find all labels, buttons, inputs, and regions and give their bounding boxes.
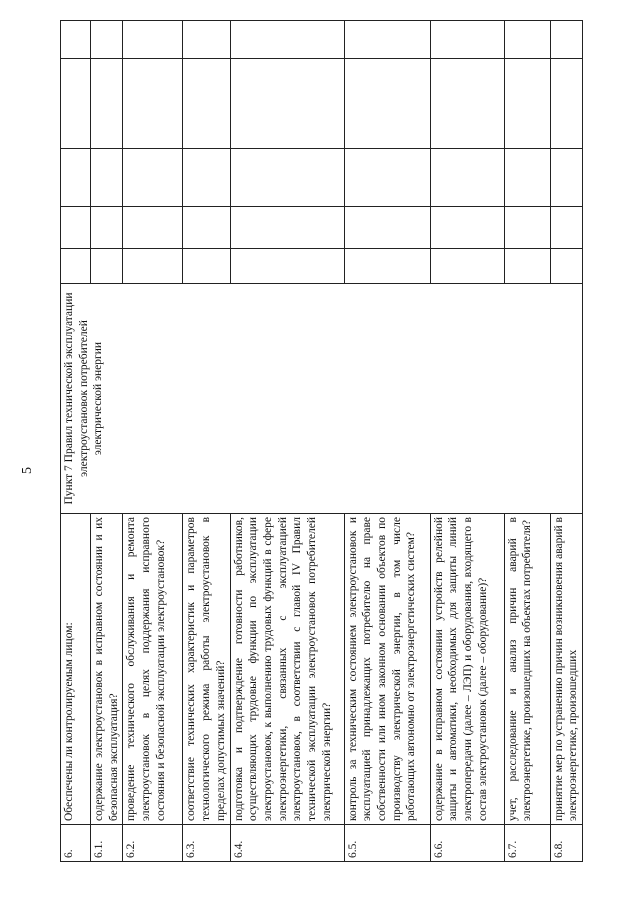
answer-cell bbox=[230, 149, 344, 207]
question-text: содержание в исправном состоянии устройств релейной защиты и автоматики, необходимых для защиты линий электропередачи (далее – ЛЭП) и оборудования, входящего в состав электроустановок (далее – оборудование)? bbox=[430, 514, 504, 825]
answer-cell bbox=[230, 59, 344, 149]
answer-cell bbox=[91, 149, 123, 207]
answer-cell bbox=[183, 21, 230, 59]
question-text: Обеспечены ли контролируемым лицом: bbox=[61, 514, 91, 825]
answer-cell bbox=[230, 21, 344, 59]
question-text: контроль за техническим состоянием электроустановок и эксплуатацией принадлежащих потребителю на праве собственности или ином законном основании объектов по производству электрической энергии, в том числе работающих автономно от электроэнергетических систем? bbox=[344, 514, 430, 825]
legal-reference: Пункт 7 Правил технической эксплуатации электроустановок потребителей электрической энергии bbox=[61, 284, 583, 514]
answer-cell bbox=[61, 59, 91, 149]
question-text: подготовка и подтверждение готовности работников, осуществляющих трудовые функции по эксплуатации электроустановок, к выполнению трудовых функций в сфере электроэнергетики, связанных с эксплуатацией электроустановок, в соответствии с главой IV Правил технической эксплуатации электроустановок потребителей электрической энергии? bbox=[230, 514, 344, 825]
answer-cell bbox=[550, 207, 582, 249]
answer-cell bbox=[550, 59, 582, 149]
answer-cell bbox=[344, 21, 430, 59]
answer-cell bbox=[91, 21, 123, 59]
answer-cell bbox=[91, 59, 123, 149]
row-number: 6.5. bbox=[344, 825, 430, 862]
answer-cell bbox=[430, 249, 504, 284]
answer-cell bbox=[183, 249, 230, 284]
answer-cell bbox=[61, 149, 91, 207]
question-text: принятие мер по устранению причин возникновения аварий в электроэнергетике, произошедших bbox=[550, 514, 582, 825]
answer-cell bbox=[91, 249, 123, 284]
answer-cell bbox=[430, 207, 504, 249]
answer-cell bbox=[61, 249, 91, 284]
answer-cell bbox=[430, 59, 504, 149]
answer-cell bbox=[123, 207, 183, 249]
answer-cell bbox=[550, 149, 582, 207]
question-text: соответствие технических характеристик и параметров технологического режима работы электроустановок в пределах допустимых значений? bbox=[183, 514, 230, 825]
row-number: 6.2. bbox=[123, 825, 183, 862]
answer-cell bbox=[430, 21, 504, 59]
answer-cell bbox=[344, 149, 430, 207]
question-text: проведение технического обслуживания и ремонта электроустановок в целях поддержания исправного состояния и безопасной эксплуатации электроустановок? bbox=[123, 514, 183, 825]
answer-cell bbox=[183, 149, 230, 207]
answer-cell bbox=[183, 59, 230, 149]
row-number: 6.6. bbox=[430, 825, 504, 862]
answer-cell bbox=[61, 207, 91, 249]
answer-cell bbox=[344, 249, 430, 284]
answer-cell bbox=[504, 207, 550, 249]
answer-cell bbox=[61, 21, 91, 59]
answer-cell bbox=[183, 207, 230, 249]
row-number: 6. bbox=[61, 825, 91, 862]
answer-cell bbox=[230, 207, 344, 249]
answer-cell bbox=[504, 59, 550, 149]
answer-cell bbox=[504, 249, 550, 284]
table-row bbox=[61, 21, 91, 862]
row-number: 6.7. bbox=[504, 825, 550, 862]
row-number: 6.4. bbox=[230, 825, 344, 862]
answer-cell bbox=[230, 249, 344, 284]
answer-cell bbox=[550, 21, 582, 59]
answer-cell bbox=[550, 249, 582, 284]
row-number: 6.3. bbox=[183, 825, 230, 862]
answer-cell bbox=[123, 249, 183, 284]
checklist-table bbox=[60, 20, 583, 862]
question-text: учет, расследование и анализ причин аварий в электроэнергетике, произошедших на объектах потребителя? bbox=[504, 514, 550, 825]
answer-cell bbox=[91, 207, 123, 249]
question-text: содержание электроустановок в исправном состоянии и их безопасная эксплуатация? bbox=[91, 514, 123, 825]
answer-cell bbox=[123, 21, 183, 59]
answer-cell bbox=[504, 149, 550, 207]
answer-cell bbox=[344, 207, 430, 249]
row-number: 6.8. bbox=[550, 825, 582, 862]
answer-cell bbox=[504, 21, 550, 59]
answer-cell bbox=[123, 59, 183, 149]
answer-cell bbox=[123, 149, 183, 207]
answer-cell bbox=[430, 149, 504, 207]
page-number: 5 bbox=[20, 467, 35, 474]
answer-cell bbox=[344, 59, 430, 149]
row-number: 6.1. bbox=[91, 825, 123, 862]
